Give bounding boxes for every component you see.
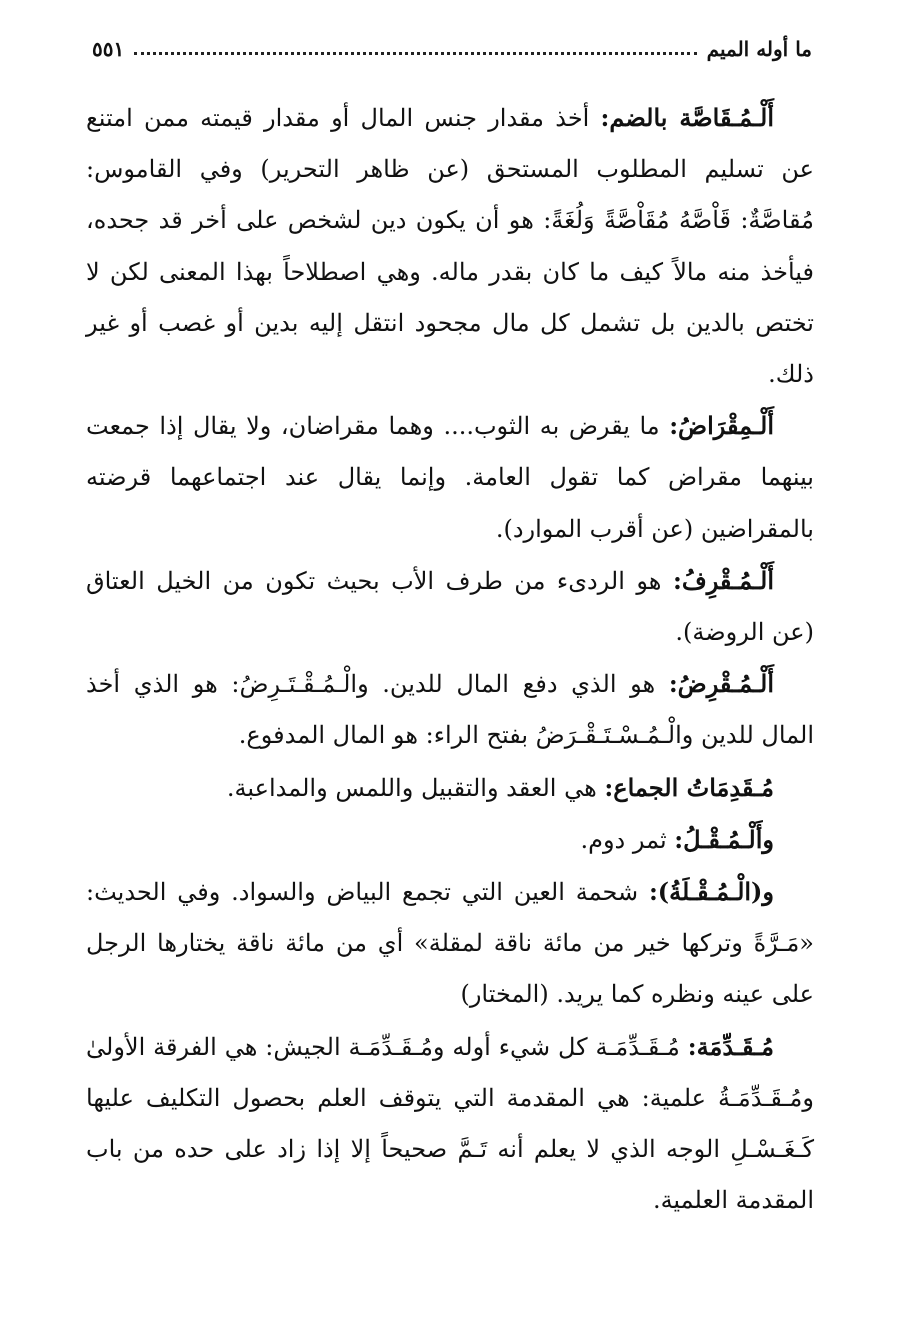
dictionary-body <box>86 92 814 1226</box>
entry-definition: ثمر دوم. <box>580 825 675 854</box>
entry-muql <box>86 814 814 866</box>
entry-muqla <box>86 866 814 1021</box>
entry-definition: هي العقد والتقبيل واللمس والمداعبة. <box>226 773 605 802</box>
entry-term: مُـقَـدِّمَة: <box>687 1031 774 1061</box>
entry-definition: شحمة العين التي تجمع البياض والسواد. وفي الحديث: «مَـرَّةً وتركها خير من مائة ناقة لمقلة» أي من مائة ناقة يختارها الرجل على عينه ونظره كما يريد. (المختار) <box>86 878 814 1009</box>
entry-definition: مُـقَـدِّمَـة كل شيء أوله ومُـقَـدِّمَـة الجيش: هي الفرقة الأولىٰ ومُـقَـدِّمَـةُ علمية: هي المقدمة التي يتوقف العلم بحصول التكليف عليها كَـغَـسْـلِ الوجه الذي لا يعلم أنه تَـمَّ صحيحاً إلا إذا زاد على حده من باب المقدمة العلمية. <box>86 1032 814 1215</box>
entry-definition: ما يقرض به الثوب.... وهما مقراضان، ولا يقال إذا جمعت بينهما مقراض كما تقول العامة. وإنما يقال عند اجتماعهما قرضته بالمقراضين (عن أقرب الموارد). <box>86 412 814 543</box>
entry-muqassa <box>86 92 814 400</box>
entry-term: أَلْـمُـقَاصَّة بالضم: <box>600 103 775 132</box>
entry-term: أَلْـمُـقْرِفُ: <box>672 565 774 595</box>
entry-muqrif <box>86 555 814 658</box>
entry-definition: هو الردىء من طرف الأب بحيث تكون من الخيل العتاق (عن الروضة). <box>86 566 814 647</box>
entry-term: وأَلْـمُـقْـلُ: <box>674 824 774 854</box>
entry-definition: هو الذي دفع المال للدين. والْـمُـقْـتَـرِضُ: هو الذي أخذ المال للدين والْـمُـسْـتَـقْـرَضُ بفتح الراء: هو المال المدفوع. <box>86 670 814 750</box>
page-header <box>92 34 812 64</box>
entry-muqaddimat-aljima <box>86 762 814 814</box>
entry-term: أَلْـمِقْرَاضُ: <box>669 411 774 441</box>
entry-muqaddima <box>86 1021 814 1227</box>
dotted-leader <box>134 52 696 55</box>
page-number: ٥٥١ <box>92 37 125 61</box>
entry-muqrid <box>86 658 814 761</box>
running-title: ما أوله الميم <box>706 37 812 61</box>
entry-term: و(الْـمُـقْـلَةُ): <box>648 877 774 907</box>
entry-definition: أخذ مقدار جنس المال أو مقدار قيمته ممن امتنع عن تسليم المطلوب المستحق (عن ظاهر التحرير) وفي القاموس: مُقاصَّةٌ: قَاْصَّهُ مُقَاْصَّةً وَلُغَةً: هو أن يكون دين لشخص على أخر قد جحده، فيأخذ منه مالاً كيف ما كان بقدر ماله. وهي اصطلاحاً بهذا المعنى لكن لا تختص بالدين بل تشمل كل مال مجحود انتقل إليه بدين أو غصب أو غير ذلك. <box>86 104 814 389</box>
entry-miqrad <box>86 400 814 555</box>
entry-term: مُـقَدِمَاتُ الجماع: <box>604 772 774 802</box>
entry-term: أَلْـمُـقْرِضُ: <box>668 669 774 699</box>
